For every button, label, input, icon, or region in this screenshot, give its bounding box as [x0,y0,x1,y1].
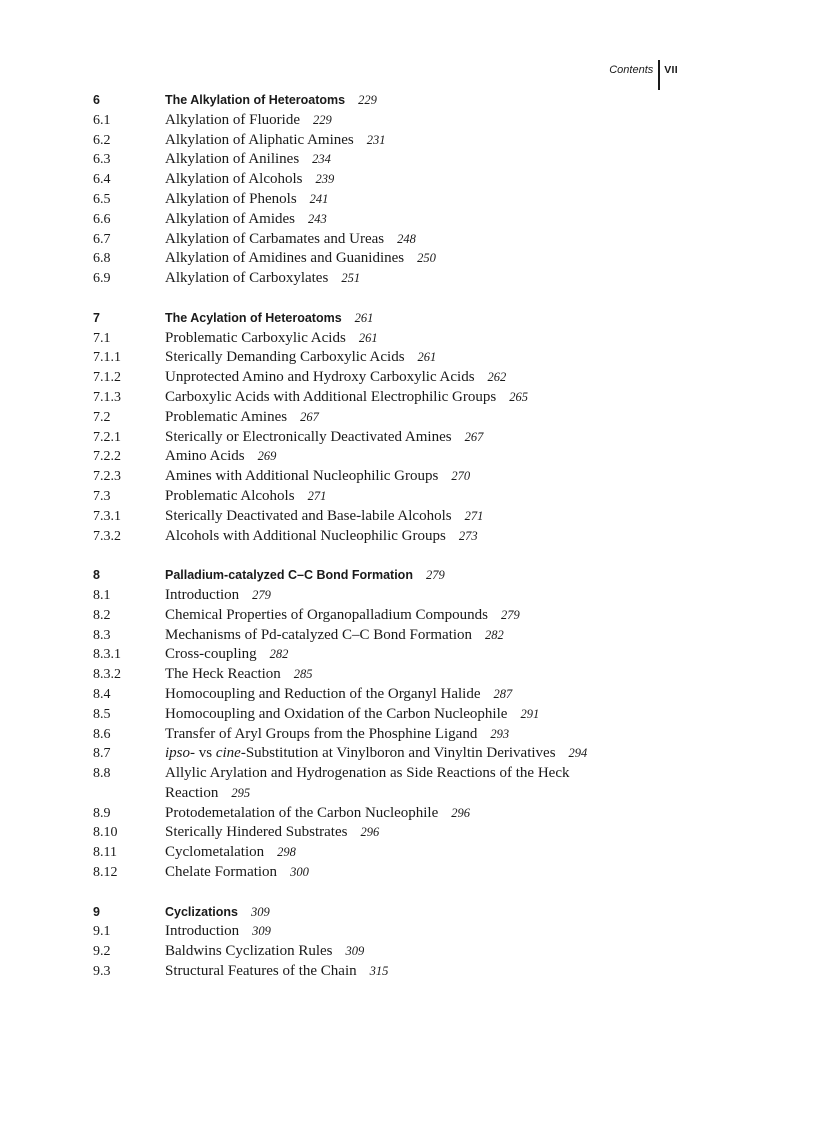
chapter-9 [93,903,713,982]
section-title [165,507,713,527]
section-title-text: Cross-coupling [165,646,257,663]
section-title [165,190,713,210]
section-title-text: The Heck Reaction [165,666,281,683]
page-ref: 300 [290,865,309,880]
page-ref: 269 [257,449,277,464]
toc-entry [93,190,713,210]
toc-entry [93,725,713,745]
section-title [165,863,713,883]
section-number: 7.1 [93,330,111,346]
section-number: 8.1 [93,587,111,603]
section-number: 6.1 [93,112,111,128]
section-title [165,527,713,547]
section-title-text: Amino Acids [165,448,245,465]
section-title-text: Carboxylic Acids with Additional Electrophilic Groups [165,388,497,405]
page-ref: 250 [417,251,436,266]
page-ref: 265 [509,389,528,404]
section-title-text: Alkylation of Fluoride [165,111,300,128]
section-title-text: Alkylation of Carbamates and Ureas [165,230,385,247]
section-title-text: Unprotected Amino and Hydroxy Carboxylic Acids [165,369,475,386]
section-number: 6.5 [93,191,111,207]
toc-entry [93,626,713,646]
section-number: 7.3.1 [93,508,121,524]
section-title-text: Sterically Hindered Substrates [165,824,348,841]
page-ref: 234 [312,152,331,167]
section-number: 6.9 [93,271,111,287]
section-title-text: Structural Features of the Chain [165,963,357,980]
section-title-text: Alkylation of Aliphatic Amines [165,131,354,148]
section-title-text: Protodemetalation of the Carbon Nucleophile [165,804,439,821]
toc-entry [93,428,713,448]
toc-entry [93,507,713,527]
toc-entry [93,111,713,131]
section-title [165,606,713,626]
section-title [165,665,713,685]
page-ref: 261 [417,350,437,365]
section-title-text: Alkylation of Amides [165,210,295,227]
section-number: 8.9 [93,805,111,821]
chapter-title-text: The Alkylation of Heteroatoms [165,93,346,107]
section-number: 8.8 [93,766,111,782]
section-number: 8.3 [93,627,111,643]
chapter-number: 9 [93,904,100,919]
toc-entry [93,269,713,289]
section-number: 7.3.2 [93,528,121,544]
section-title [165,230,713,250]
section-title [165,408,713,428]
section-title [165,922,713,942]
toc-entry [93,447,713,467]
section-title-text: Sterically Demanding Carboxylic Acids [165,349,405,366]
section-number: 7.2.3 [93,469,121,485]
section-title-text: Problematic Amines [165,408,288,425]
section-title-text: Alkylation of Amidines and Guanidines [165,250,405,267]
chapter-number: 6 [93,93,100,107]
section-number: 7.2 [93,409,111,425]
toc-entry [93,388,713,408]
page-ref: 296 [451,805,471,820]
section-number: 8.10 [93,825,118,841]
section-title-text: Mechanisms of Pd-catalyzed C–C Bond Formation [165,626,473,643]
section-number: 6.4 [93,172,111,188]
table-of-contents [93,91,713,1002]
page-ref: 282 [269,647,289,662]
toc-entry [93,408,713,428]
page-ref: 309 [345,944,365,959]
section-title-text: Cyclometalation [165,844,265,861]
section-number: 7.2.1 [93,429,121,445]
section-title [165,705,713,725]
toc-entry [93,606,713,626]
page-ref: 262 [487,370,507,385]
toc-entry [93,744,713,764]
page-ref: 315 [369,964,389,979]
section-title [165,843,713,863]
toc-entry [93,527,713,547]
chapter-6 [93,91,713,289]
section-number: 7.3 [93,488,111,504]
chapter-heading [93,309,713,329]
section-title-text: Introduction [165,923,240,940]
section-number: 8.6 [93,726,111,742]
page-ref: 287 [493,686,513,701]
section-title-text: Homocoupling and Oxidation of the Carbon Nucleophile [165,705,508,722]
section-title-text: Allylic Arylation and Hydrogenation as Side Reactions of the Heck [165,765,570,782]
toc-entry [93,764,713,804]
toc-entry [93,843,713,863]
section-title [165,329,713,349]
toc-entry [93,150,713,170]
section-title-text: Sterically Deactivated and Base-labile Alcohols [165,507,452,524]
page-ref: 241 [309,191,329,206]
section-title [165,368,713,388]
toc-entry [93,685,713,705]
page-ref: 261 [358,330,378,345]
page-ref: 298 [277,845,296,860]
section-number: 7.1.1 [93,350,121,366]
page-ref: 231 [366,132,386,147]
section-title [165,348,713,368]
section-title [165,586,713,606]
section-title [165,388,713,408]
chapter-title [165,566,713,586]
page-ref: 279 [501,607,520,622]
section-number: 8.12 [93,865,118,881]
toc-entry [93,249,713,269]
page-ref: 239 [315,172,335,187]
section-number: 6.3 [93,152,111,168]
section-number: 6.7 [93,231,111,247]
section-title-text: Amines with Additional Nucleophilic Groups [165,468,439,485]
toc-entry [93,705,713,725]
section-title [165,467,713,487]
page-ref: 270 [451,469,471,484]
section-title-text: Alcohols with Additional Nucleophilic Groups [165,527,446,544]
section-title-text: Baldwins Cyclization Rules [165,943,333,960]
section-number: 8.2 [93,607,111,623]
chapter-number: 8 [93,568,100,583]
page-ref: 285 [293,667,313,682]
page-ref: 282 [485,627,504,642]
section-number: 8.5 [93,706,111,722]
page-ref: 243 [308,211,327,226]
toc-entry [93,665,713,685]
toc-entry [93,962,713,982]
section-title [165,942,713,962]
chapter-8 [93,566,713,883]
page-ref: 294 [568,746,588,761]
page-ref: 271 [464,508,484,523]
page-ref: 309 [250,904,270,919]
page-ref: 279 [425,568,445,583]
section-title-italic: ipso- [165,745,195,762]
toc-entry [93,804,713,824]
toc-entry [93,922,713,942]
chapter-title [165,91,713,111]
page-ref: 248 [397,231,416,246]
page-ref: 291 [520,706,540,721]
page-ref: 279 [252,587,271,602]
chapter-title [165,903,713,923]
toc-entry [93,823,713,843]
section-title [165,210,713,230]
section-title-text: Problematic Alcohols [165,487,295,504]
section-title-text: Alkylation of Carboxylates [165,270,329,287]
toc-entry [93,230,713,250]
chapter-heading [93,903,713,923]
toc-entry [93,348,713,368]
section-title [165,725,713,745]
toc-entry [93,170,713,190]
section-title [165,447,713,467]
toc-entry [93,329,713,349]
chapter-heading [93,566,713,586]
section-number: 7.2.2 [93,449,121,465]
section-number: 9.1 [93,924,111,940]
section-title-text: Homocoupling and Reduction of the Organyl Halide [165,685,481,702]
section-title-text: Substitution at Vinylboron and Vinyltin Derivatives [245,745,556,762]
section-title-text: Problematic Carboxylic Acids [165,329,346,346]
section-number: 8.4 [93,686,111,702]
page-ref: 293 [490,726,510,741]
toc-entry [93,131,713,151]
toc-entry [93,487,713,507]
section-title-text: Alkylation of Alcohols [165,171,303,188]
section-title [165,804,713,824]
section-number: 9.2 [93,944,111,960]
section-number: 9.3 [93,964,111,980]
section-title [165,645,713,665]
chapter-title-text: Palladium-catalyzed C–C Bond Formation [165,568,413,583]
page-ref: 261 [354,310,374,325]
section-number: 8.3.2 [93,667,121,683]
section-title [165,744,713,764]
section-title [165,626,713,646]
page-ref: 273 [458,528,478,543]
section-title [165,249,713,269]
section-number: 6.8 [93,251,111,267]
page-ref: 267 [300,409,319,424]
page-ref: 251 [341,271,361,286]
toc-entry [93,942,713,962]
page-ref: 295 [231,785,251,800]
chapter-heading [93,91,713,111]
section-title [165,962,713,982]
section-number: 7.1.2 [93,370,121,386]
section-title-text: Chelate Formation [165,864,278,881]
section-title [165,170,713,190]
page-ref: 229 [313,112,332,127]
toc-entry [93,863,713,883]
section-title-text: Alkylation of Phenols [165,190,297,207]
section-number: 6.6 [93,211,111,227]
section-title-text: Chemical Properties of Organopalladium Compounds [165,606,489,623]
chapter-title-text: The Acylation of Heteroatoms [165,310,342,325]
toc-entry [93,467,713,487]
running-head [609,60,678,90]
section-title [165,111,713,131]
section-title [165,685,713,705]
section-title [165,487,713,507]
running-head-section: Contents [609,64,654,76]
section-title-continuation: Reaction [165,784,219,801]
chapter-7 [93,309,713,547]
chapter-title-text: Cyclizations [165,904,238,919]
section-title-italic: cine- [215,745,246,762]
section-title-text: vs [195,745,216,762]
section-title [165,131,713,151]
toc-entry [93,368,713,388]
section-title [165,823,713,843]
toc-entry [93,210,713,230]
toc-entry [93,645,713,665]
section-title-text: Introduction [165,586,240,603]
section-title [165,428,713,448]
section-title [165,269,713,289]
toc-entry [93,586,713,606]
page-ref: 267 [464,429,484,444]
section-title [165,764,713,804]
section-title-text: Sterically or Electronically Deactivated Amines [165,428,452,445]
section-title-text: Transfer of Aryl Groups from the Phosphine Ligand [165,725,478,742]
section-number: 8.3.1 [93,647,121,663]
chapter-title [165,309,713,329]
section-number: 8.11 [93,845,117,861]
running-head-page-number: VII [664,64,678,76]
page-ref: 296 [360,825,380,840]
page-ref: 271 [307,488,327,503]
section-title [165,150,713,170]
section-number: 6.2 [93,132,111,148]
page-ref: 229 [358,93,377,107]
page-ref: 309 [252,924,271,939]
section-title-text: Alkylation of Anilines [165,151,300,168]
section-number: 7.1.3 [93,389,121,405]
chapter-number: 7 [93,310,100,325]
section-number: 8.7 [93,746,111,762]
